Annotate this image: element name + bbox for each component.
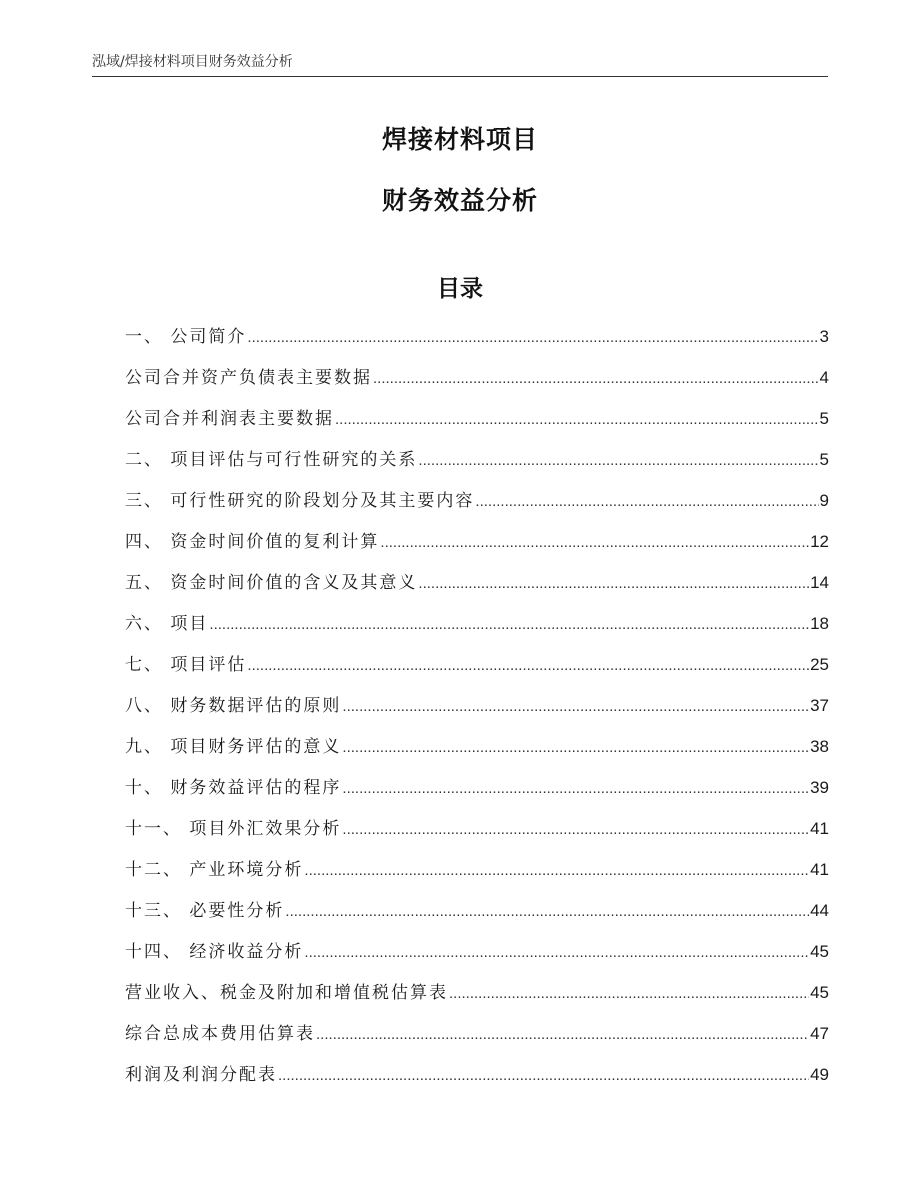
toc-entry-label: 十二、 产业环境分析 (125, 860, 304, 880)
toc-dot-leader (247, 652, 809, 680)
toc-entry-page: 18 (810, 614, 829, 633)
toc-entry-label: 六、 项目 (125, 614, 209, 634)
toc-entry-page: 25 (810, 655, 829, 674)
toc-dot-leader (278, 1062, 809, 1090)
toc-entry[interactable] (125, 1020, 829, 1061)
toc-entry-page: 45 (810, 983, 829, 1002)
toc-entry[interactable] (125, 815, 829, 856)
toc-entry[interactable] (125, 1061, 829, 1102)
toc-entry-label: 四、 资金时间价值的复利计算 (125, 532, 380, 552)
toc-entry[interactable] (125, 610, 829, 651)
toc-entry[interactable] (125, 569, 829, 610)
toc-entry-label: 十一、 项目外汇效果分析 (125, 819, 342, 839)
toc-entry[interactable] (125, 938, 829, 979)
toc-entry-page: 45 (810, 942, 829, 961)
document-title-line1: 焊接材料项目 (381, 125, 538, 154)
toc-entry-label: 九、 项目财务评估的意义 (125, 737, 342, 757)
toc-entry-label: 一、 公司简介 (125, 327, 247, 347)
toc-entry-label: 七、 项目评估 (125, 655, 247, 675)
toc-dot-leader (209, 611, 809, 639)
toc-entry-label: 五、 资金时间价值的含义及其意义 (125, 573, 418, 593)
toc-entry-label: 利润及利润分配表 (125, 1065, 277, 1085)
toc-dot-leader (418, 447, 818, 475)
toc-dot-leader (304, 857, 809, 885)
toc-entry[interactable] (125, 651, 829, 692)
toc-entry[interactable] (125, 856, 829, 897)
toc-entry[interactable] (125, 897, 829, 938)
toc-dot-leader (304, 939, 809, 967)
toc-entry-label: 八、 财务数据评估的原则 (125, 696, 342, 716)
toc-entry-page: 41 (810, 860, 829, 879)
toc-entry[interactable] (125, 692, 829, 733)
toc-entry-label: 公司合并利润表主要数据 (125, 409, 334, 429)
toc-entry[interactable] (125, 528, 829, 569)
toc-entry-page: 47 (810, 1024, 829, 1043)
toc-entry[interactable] (125, 487, 829, 528)
toc-entry-page: 12 (810, 532, 829, 551)
toc-dot-leader (342, 816, 809, 844)
toc-dot-leader (475, 488, 818, 516)
toc-entry-page: 14 (810, 573, 829, 592)
header-text: 泓域/焊接材料项目财务效益分析 (92, 54, 293, 70)
toc-dot-leader (342, 734, 809, 762)
toc-entry[interactable] (125, 323, 829, 364)
toc-dot-leader (342, 775, 809, 803)
toc-entry-page: 3 (819, 327, 829, 346)
toc-entry[interactable] (125, 979, 829, 1020)
table-of-contents (125, 323, 829, 1102)
toc-entry-page: 5 (819, 450, 829, 469)
toc-entry-label: 二、 项目评估与可行性研究的关系 (125, 450, 418, 470)
toc-entry[interactable] (125, 733, 829, 774)
toc-entry-page: 9 (819, 491, 829, 510)
toc-entry-label: 十四、 经济收益分析 (125, 942, 304, 962)
toc-entry-page: 4 (819, 368, 829, 387)
toc-dot-leader (373, 365, 819, 393)
toc-dot-leader (418, 570, 809, 598)
toc-entry-label: 十、 财务效益评估的程序 (125, 778, 342, 798)
document-title-line2: 财务效益分析 (381, 186, 538, 215)
toc-dot-leader (449, 980, 809, 1008)
toc-dot-leader (380, 529, 809, 557)
toc-entry-page: 39 (810, 778, 829, 797)
toc-entry-label: 营业收入、税金及附加和增值税估算表 (125, 983, 448, 1003)
toc-entry[interactable] (125, 405, 829, 446)
toc-entry-page: 44 (810, 901, 829, 920)
toc-dot-leader (335, 406, 819, 434)
toc-entry-page: 37 (810, 696, 829, 715)
toc-dot-leader (316, 1021, 809, 1049)
toc-entry[interactable] (125, 364, 829, 405)
toc-entry-page: 5 (819, 409, 829, 428)
toc-entry-label: 三、 可行性研究的阶段划分及其主要内容 (125, 491, 475, 511)
toc-entry[interactable] (125, 446, 829, 487)
toc-dot-leader (247, 324, 818, 352)
page-header (92, 52, 828, 77)
toc-entry-label: 综合总成本费用估算表 (125, 1024, 315, 1044)
toc-entry[interactable] (125, 774, 829, 815)
toc-entry-label: 公司合并资产负债表主要数据 (125, 368, 372, 388)
toc-heading: 目录 (437, 276, 483, 302)
toc-dot-leader (342, 693, 809, 721)
toc-entry-page: 38 (810, 737, 829, 756)
toc-dot-leader (285, 898, 809, 926)
toc-entry-page: 41 (810, 819, 829, 838)
toc-entry-page: 49 (810, 1065, 829, 1084)
toc-entry-label: 十三、 必要性分析 (125, 901, 285, 921)
